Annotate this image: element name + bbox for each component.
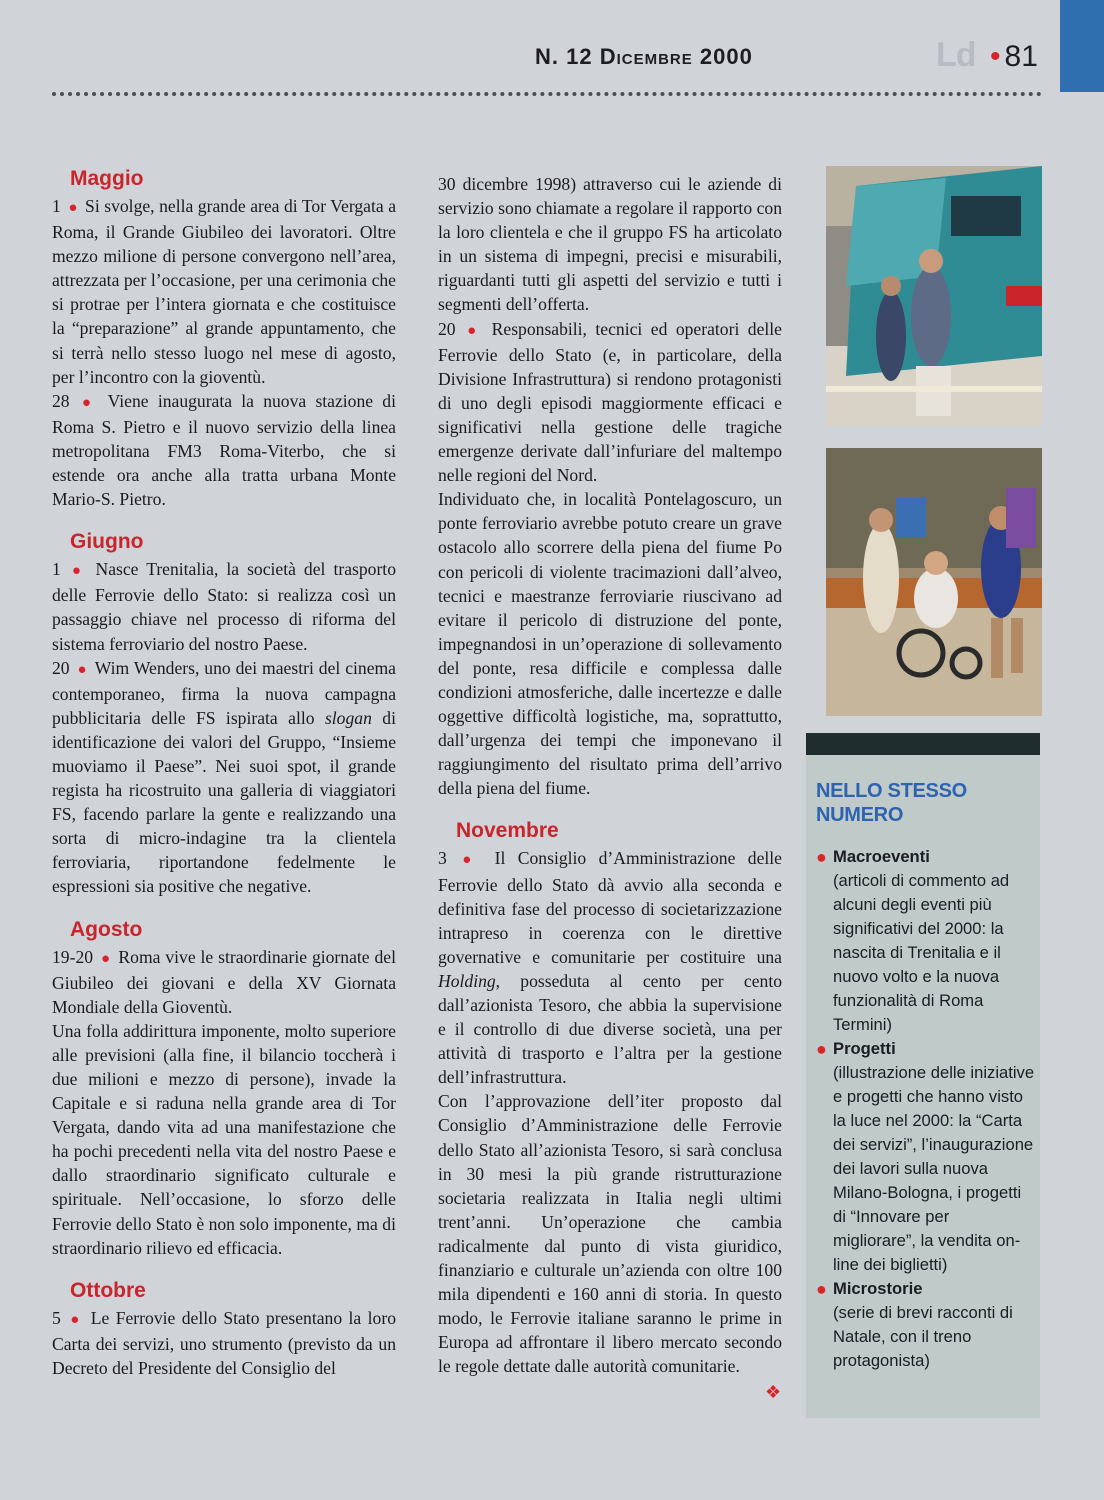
sidebar-item-label: Macroeventi [833, 847, 930, 866]
column-middle [438, 172, 782, 1379]
paragraph-text: , posseduta al cento per cento dall’azionista Tesoro, che abbia la supervisione e il controllo di due diverse società, una per attività di trasporto e l’altra per la gestione dell’infrastruttura. [438, 970, 782, 1088]
paragraph-text: Il Consiglio d’Amministrazione delle Ferrovie dello Stato dà avvio alla seconda e definitiva fase del processo di societarizzazione intrapreso in coerenza con le direttive governative e comunitarie per costituire una [438, 848, 782, 967]
paragraph-text: Le Ferrovie dello Stato presentano la loro Carta dei servizi, uno strumento (previsto da un Decreto del Presidente del Consiglio del [52, 1307, 396, 1378]
paragraph-text: Responsabili, tecnici ed operatori delle Ferrovie dello Stato (e, in particolare, della Divisione Infrastruttura) si rendono protagonisti di uno degli episodi maggiormente efficaci e significativi nella gestione delle tragiche emergenze derivate dall’infuriare del maltempo nelle regioni del Nord. [438, 318, 782, 486]
date-lead: 5 [52, 1307, 61, 1328]
paragraph [438, 846, 782, 1089]
bullet-icon: ● [462, 852, 480, 869]
bullet-icon: ● [816, 847, 827, 867]
paragraph [438, 317, 782, 488]
section-title: Agosto [70, 917, 143, 941]
paragraph [52, 656, 396, 899]
section-title: Maggio [70, 167, 144, 190]
bullet-icon: ● [467, 322, 481, 339]
date-lead: 1 [52, 196, 61, 216]
sidebar-item-desc: (articoli di commento ad alcuni degli eventi più significativi del 2000: la nascita di Trenitalia e il nuovo volto e la nuova funzionalità di Roma Termini) [833, 871, 1010, 1034]
paragraph: Individuato che, in località Pontelagoscuro, un ponte ferroviario avrebbe potuto creare un grave ostacolo allo scorrere della piena del fiume Po con pericoli di violente tracimazioni dall’alveo, tecnici e maestranze ferroviarie riuscivano ad evitare il pericolo di distruzione del ponte, impegnandosi in un’operazione di sollevamento del ponte, resa difficile e complessa dalle condizioni atmosferiche, dalle incertezze e dalle oggettive difficoltà logistiche, ma, soprattutto, dall’urgenza dei tempi che imponevano il raggiungimento del risultato prima dell’arrivo della piena del fiume. [438, 489, 782, 799]
sidebar-box [806, 733, 1040, 1418]
paragraph-text: di identificazione dei valori del Gruppo, “Insieme muoviamo il Paese”. Nei suoi spot, il grande regista ha ricostruito una galleria di viaggiatori FS, facendo parlare la gente e realizzando una sorta di micro-indagine tra la clientela ferroviaria, riportandone fedelmente le espressioni sia positive che negative. [52, 707, 396, 897]
bullet-icon: ● [71, 563, 85, 580]
bullet-icon: ● [816, 1039, 827, 1059]
bullet-icon: ● [81, 394, 96, 411]
paragraph [52, 1306, 396, 1380]
date-lead: 20 [52, 657, 70, 678]
sidebar-list [806, 845, 1040, 1373]
paragraph-text: Nasce Trenitalia, la società del trasporto delle Ferrovie dello Stato: si realizza così un passaggio chiave nel processo di riforma del sistema ferroviario del nostro Paese. [52, 559, 396, 654]
section-title: Giugno [70, 530, 144, 554]
paragraph [52, 389, 396, 511]
bullet-icon: ● [70, 1311, 82, 1328]
bullet-icon: ● [816, 1279, 827, 1299]
bullet-icon: • [990, 40, 1001, 73]
magazine-logo: Ld [936, 36, 976, 74]
page-number [990, 40, 1038, 74]
italic-term: slogan [324, 707, 372, 728]
date-lead: 20 [438, 318, 456, 339]
paragraph-text: Roma vive le straordinarie giornate del Giubileo dei giovani e della XV Giornata Mondiale della Gioventù. [52, 946, 396, 1017]
issue-label: N. 12 Dicembre 2000 [535, 44, 753, 69]
sidebar-item [816, 1037, 1036, 1277]
paragraph-text: Viene inaugurata la nuova stazione di Roma S. Pietro e il nuovo servizio della linea metropolitana FM3 Roma-Viterbo, che si estende ora anche alla tratta urbana Monte Mario-S. Pietro. [52, 390, 396, 510]
date-lead: 28 [52, 390, 70, 411]
sidebar-item-label: Microstorie [833, 1279, 923, 1298]
train-illustration [826, 166, 1042, 426]
end-mark-icon: ❖ [765, 1382, 782, 1402]
paragraph: Con l’approvazione dell’iter proposto dal Consiglio d’Amministrazione delle Ferrovie dello Stato all’azionista Tesoro, si sarà conclusa in 30 mesi la più grande ristrutturazione societaria realizzata in Italia negli ultimi trent’anni. Un’operazione che cambia radicalmente dal punto di vista giuridico, finanziario e culturale un’azienda con oltre 100 mila dipendenti e 160 anni di storia. In questo modo, le Ferrovie italiane saranno le prime in Europa ad affrontare il libero mercato secondo le regole dettate dalle autorità comunitarie. [438, 1091, 782, 1377]
paragraph-text: Si svolge, nella grande area di Tor Vergata a Roma, il Grande Giubileo dei lavoratori. Oltre mezzo milione di persone convergono nell’area, attrezzata per l’occasione, per una cerimonia che si protrae per l’intera giornata e che costituisce la “preparazione” al grande appuntamento, che si terrà nello stesso luogo nel mese di agosto, per l’incontro con la gioventù. [52, 196, 397, 387]
photo-pilgrims [826, 448, 1042, 716]
bullet-icon: ● [77, 661, 88, 678]
section-title: Ottobre [70, 1278, 146, 1302]
paragraph [52, 557, 396, 655]
section-agosto [52, 917, 396, 1260]
paragraph [52, 945, 396, 1019]
date-lead: 3 [438, 848, 447, 869]
paragraph [52, 194, 396, 389]
paragraph-text: Wim Wenders, uno dei maestri del cinema contemporaneo, firma la nuova campagna pubblicitaria delle FS ispirata allo [52, 657, 396, 728]
date-lead: 1 [52, 559, 61, 580]
section-maggio [52, 166, 396, 511]
sidebar-item [816, 1277, 1036, 1373]
sidebar-item-label: Progetti [833, 1039, 896, 1058]
sidebar-title: NELLO STESSO NUMERO [816, 780, 967, 826]
date-lead: 19-20 [52, 946, 94, 967]
italic-term: Holding [438, 970, 496, 991]
photo-train-station [826, 166, 1042, 426]
paragraph: 30 dicembre 1998) attraverso cui le aziende di servizio sono chiamate a regolare il rapporto con la loro clientela e che il gruppo FS ha articolato in un sistema di impegni, precisi e misurabili, riguardanti tutti gli aspetti del servizio e tutti i segmenti dell’offerta. [438, 174, 782, 315]
sidebar-item [816, 845, 1036, 1037]
bullet-icon: ● [100, 950, 111, 967]
sidebar-item-desc: (illustrazione delle iniziative e progetti che hanno visto la luce nel 2000: la “Carta dei servizi”, l’inaugurazione dei lavori sulla nuova Milano-Bologna, i progetti di “Innovare per migliorare”, la vendita on-line dei biglietti) [833, 1063, 1035, 1274]
section-giugno [52, 529, 396, 898]
paragraph: Una folla addirittura imponente, molto superiore alle previsioni (alla fine, il bilancio toccherà i due milioni e mezzo di persone), invade la Capitale e si raduna nella grande area di Tor Vergata, dando vita ad una manifestazione che ha pochi precedenti nella vita del nostro Paese e dallo straordinario significato culturale e spirituale. Nell’occasione, lo sforzo delle Ferrovie dello Stato è non solo imponente, ma di straordinario rilievo ed efficacia. [52, 1020, 396, 1258]
section-ottobre [52, 1278, 396, 1380]
issue-header [535, 44, 753, 70]
column-left [52, 166, 396, 1398]
section-title: Novembre [456, 819, 559, 843]
sidebar-item-desc: (serie di brevi racconti di Natale, con il treno protagonista) [833, 1303, 1013, 1370]
page-edge-tab [1060, 0, 1104, 92]
page-number-value: 81 [1004, 40, 1038, 73]
header-divider [52, 92, 1042, 96]
bullet-icon: ● [68, 200, 78, 216]
pilgrims-illustration [826, 448, 1042, 716]
